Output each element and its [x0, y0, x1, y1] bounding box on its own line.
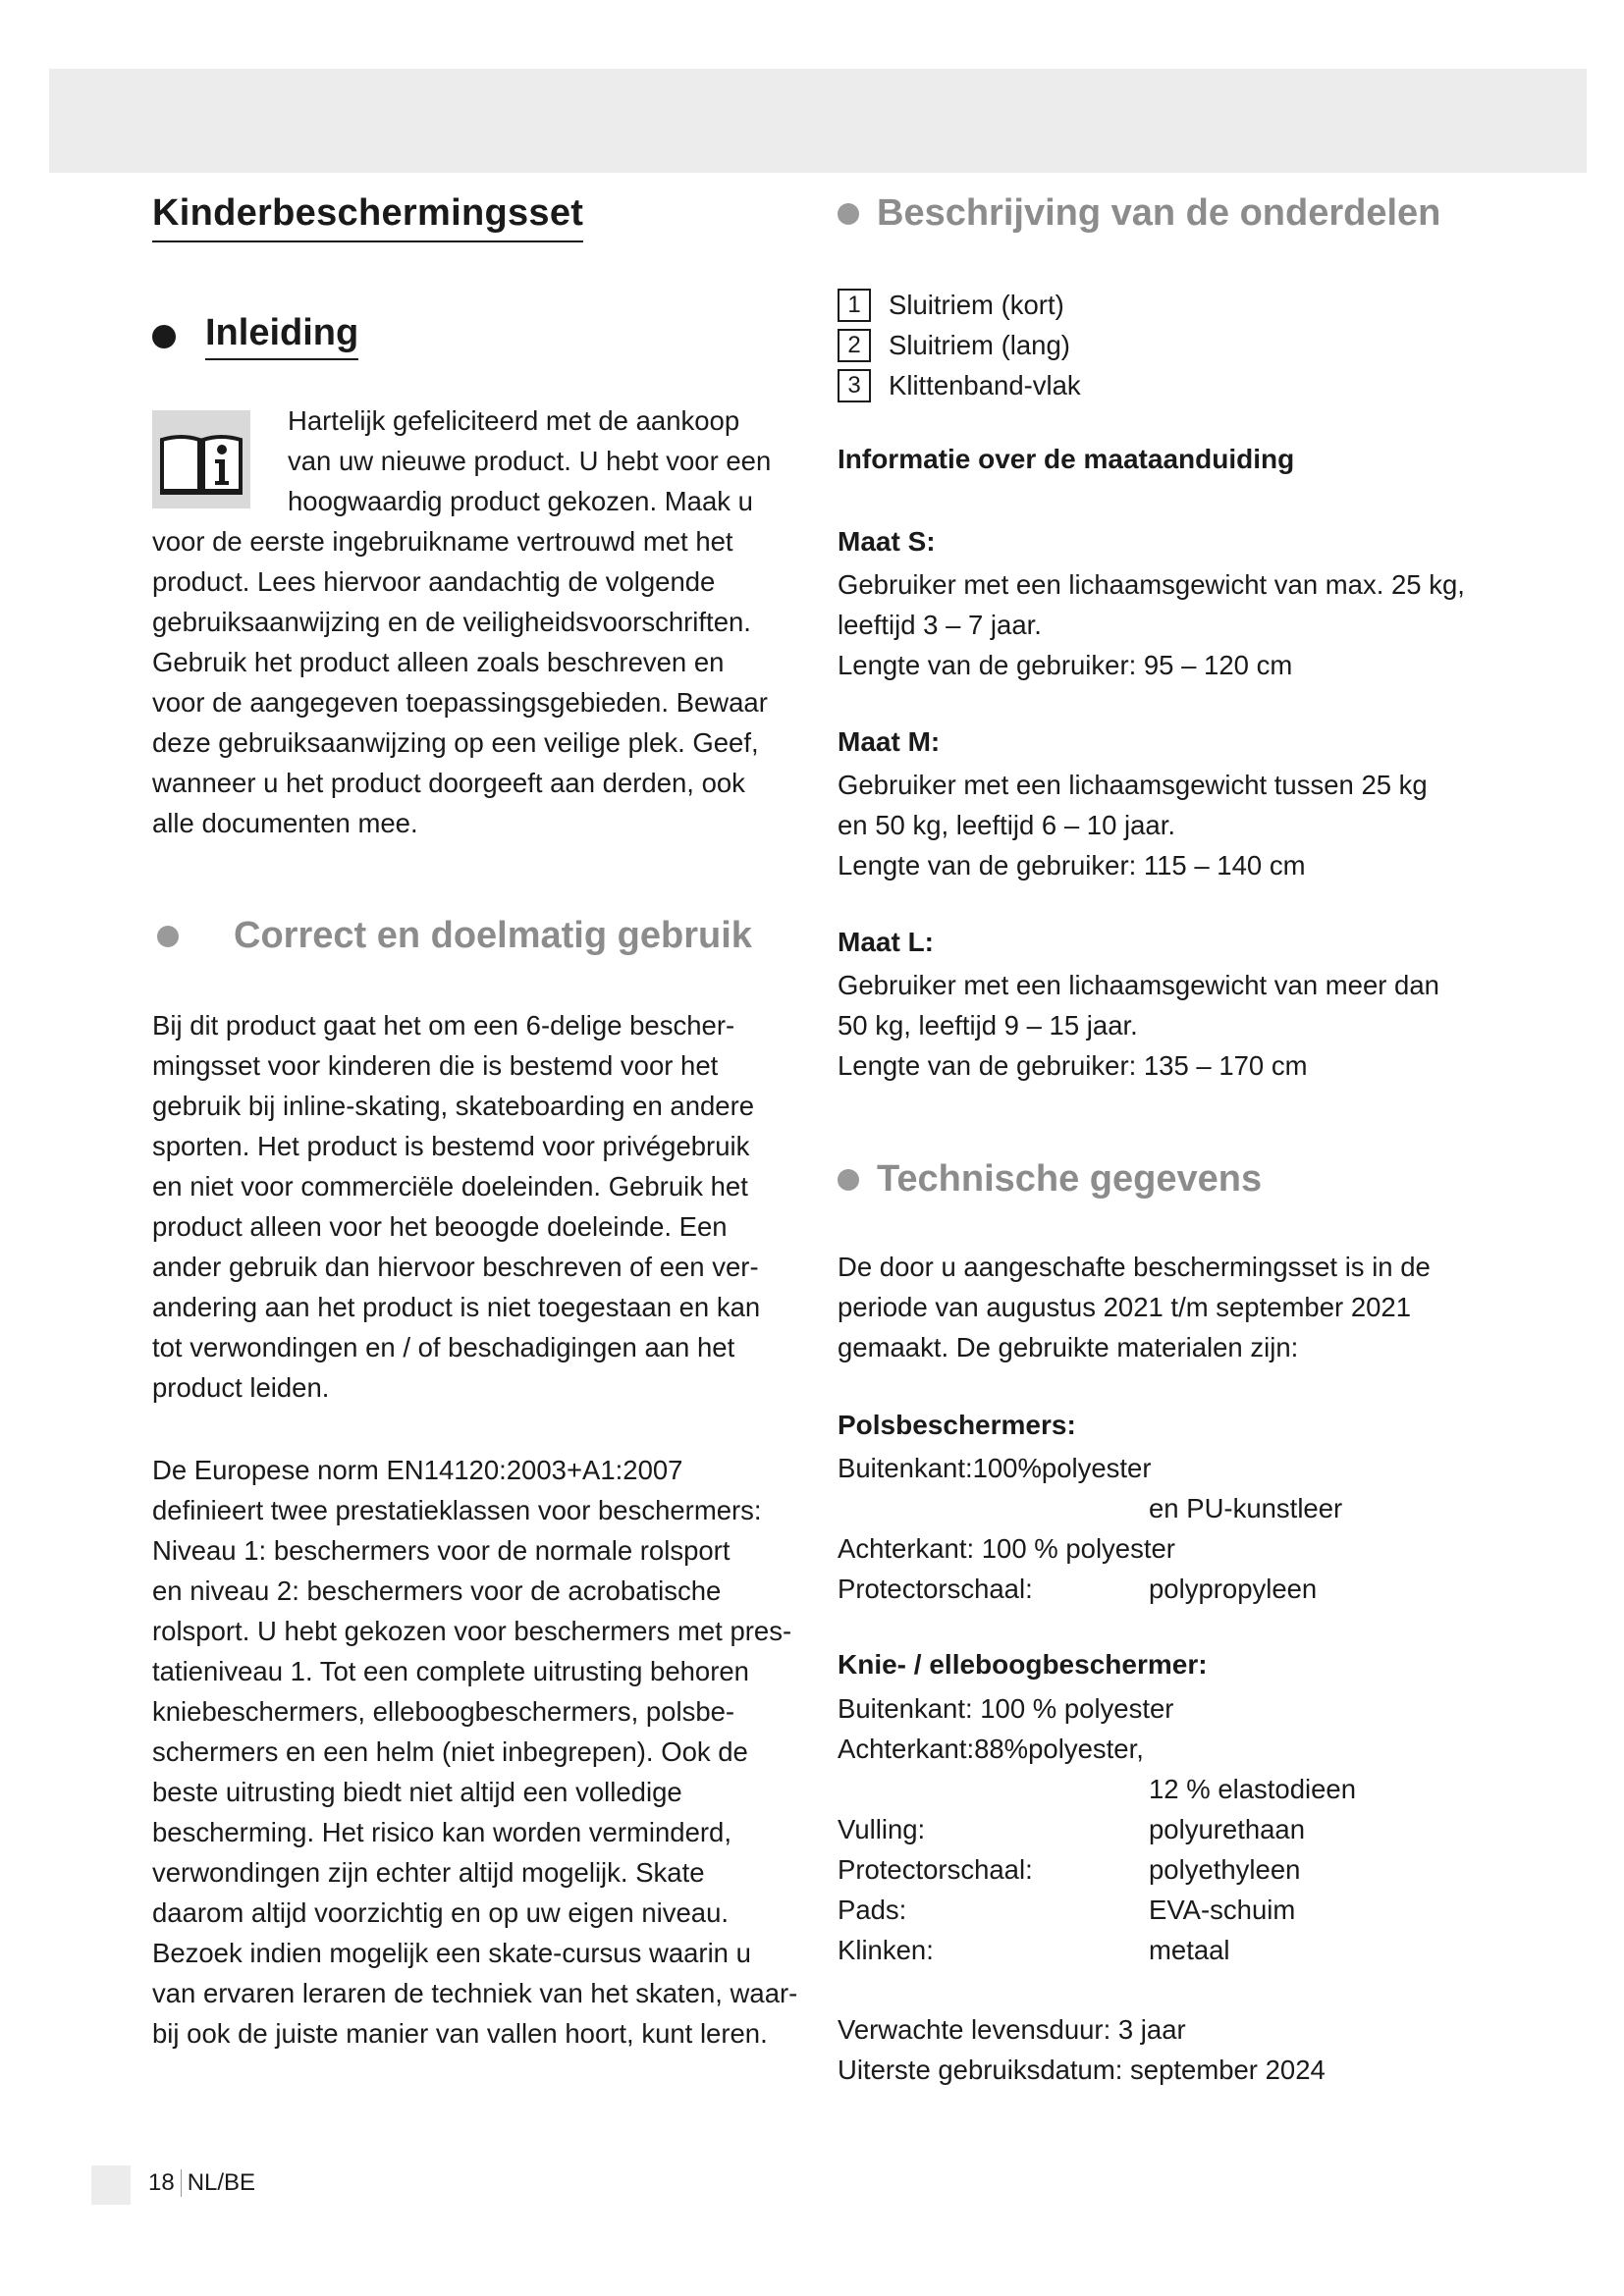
heading-label: Beschrijving van de onderdelen — [877, 192, 1441, 234]
lifespan-block — [838, 2009, 1326, 2090]
norm-line: en niveau 2: beschermers voor de acrobatische — [152, 1575, 722, 1606]
norm-line: verwondingen zijn echter altijd mogelijk. Skate — [152, 1857, 705, 1888]
spec-value: polyurethaan — [1149, 1814, 1306, 1844]
heading-inleiding — [152, 312, 358, 360]
norm-line: daarom altijd voorzichtig en op uw eigen niveau. — [152, 1897, 730, 1928]
part-label: Sluitriem (lang) — [889, 330, 1070, 360]
usage-line: Bij dit product gaat het om een 6-delige bescher- — [152, 1010, 735, 1041]
wrist-spec-table — [838, 1448, 1342, 1609]
usage-paragraph-2 — [152, 1450, 797, 2054]
size-line: 50 kg, leeftijd 9 – 15 jaar. — [838, 1010, 1138, 1041]
norm-line: Bezoek indien mogelijk een skate-cursus waarin u — [152, 1938, 751, 1968]
header-band — [49, 69, 1587, 173]
spec-key — [838, 1488, 1149, 1528]
spec-row — [838, 1729, 1356, 1769]
size-line: en 50 kg, leeftijd 6 – 10 jaar. — [838, 810, 1175, 840]
norm-line: van ervaren leraren de techniek van het skaten, waar- — [152, 1978, 798, 2008]
bullet-icon — [838, 203, 859, 225]
footer-marker — [91, 2165, 131, 2205]
heading-correct-gebruik — [157, 915, 752, 957]
intro-line: alle documenten mee. — [152, 808, 418, 838]
spec-key — [838, 1769, 1149, 1809]
size-line: Lengte van de gebruiker: 95 – 120 cm — [838, 650, 1293, 680]
intro-line: van uw nieuwe product. U hebt voor een — [288, 446, 772, 476]
intro-line: voor de eerste ingebruikname vertrouwd met het — [152, 526, 733, 557]
document-title: Kinderbeschermingsset — [152, 192, 583, 242]
size-line: Gebruiker met een lichaamsgewicht tussen 25 kg — [838, 770, 1428, 800]
size-s-text — [838, 564, 1465, 685]
usage-paragraph-1 — [152, 1005, 760, 1408]
intro-paragraph — [152, 400, 800, 843]
intro-line: Gebruik het product alleen zoals beschreven en — [152, 647, 725, 677]
norm-line: rolsport. U hebt gekozen voor beschermers met pres- — [152, 1616, 792, 1646]
size-l-label: Maat L: — [838, 927, 934, 957]
size-line: Lengte van de gebruiker: 115 – 140 cm — [838, 850, 1306, 881]
spec-value: EVA-schuim — [1149, 1895, 1296, 1925]
spec-value: metaal — [1149, 1935, 1230, 1965]
usage-line: mingsset voor kinderen die is bestemd voor het — [152, 1050, 719, 1081]
usage-line: tot verwondingen en / of beschadigingen aan het — [152, 1332, 735, 1362]
parts-list — [838, 285, 1081, 405]
norm-line: beste uitrusting biedt niet altijd een volledige — [152, 1777, 682, 1807]
spec-row — [838, 1569, 1342, 1609]
tech-intro — [838, 1247, 1431, 1367]
knee-spec-table — [838, 1688, 1356, 1970]
locale-code: NL/BE — [187, 2169, 256, 2196]
tech-line: De door u aangeschafte beschermingsset is in de — [838, 1252, 1431, 1282]
heading-label: Inleiding — [205, 312, 358, 360]
size-line: Gebruiker met een lichaamsgewicht van meer dan — [838, 970, 1439, 1000]
wrist-label: Polsbeschermers: — [838, 1410, 1076, 1440]
norm-line: De Europese norm EN14120:2003+A1:2007 — [152, 1455, 683, 1485]
intro-line: wanneer u het product doorgeeft aan derden, ook — [152, 768, 745, 798]
spec-row — [838, 1448, 1342, 1488]
norm-line: definieert twee prestatieklassen voor beschermers: — [152, 1495, 762, 1525]
part-number: 1 — [838, 289, 871, 322]
spec-row — [838, 1890, 1356, 1930]
bullet-icon — [152, 325, 176, 348]
spec-value: polyethyleen — [1149, 1854, 1301, 1885]
spec-key: Achterkant: 100 % polyester — [838, 1533, 1175, 1564]
spec-key: Protectorschaal: — [838, 1854, 1033, 1885]
usage-line: ander gebruik dan hiervoor beschreven of een ver- — [152, 1252, 759, 1282]
list-item — [838, 365, 1081, 405]
norm-line: bescherming. Het risico kan worden verminderd, — [152, 1817, 731, 1847]
spec-key: Protectorschaal: — [838, 1574, 1033, 1604]
norm-line: bij ook de juiste manier van vallen hoort, kunt leren. — [152, 2018, 768, 2049]
spec-key: Klinken: — [838, 1935, 934, 1965]
spec-row — [838, 1809, 1356, 1849]
norm-line: Niveau 1: beschermers voor de normale rolsport — [152, 1535, 731, 1566]
size-line: leeftijd 3 – 7 jaar. — [838, 610, 1042, 640]
intro-line: product. Lees hiervoor aandachtig de volgende — [152, 566, 716, 597]
usage-line: product leiden. — [152, 1372, 330, 1403]
spec-key: Pads: — [838, 1895, 907, 1925]
usage-line: sporten. Het product is bestemd voor privégebruik — [152, 1131, 750, 1161]
list-item — [838, 325, 1081, 365]
bullet-icon — [157, 926, 179, 947]
size-s-label: Maat S: — [838, 526, 936, 557]
intro-line: voor de aangegeven toepassingsgebieden. Bewaar — [152, 687, 768, 718]
heading-label: Technische gegevens — [877, 1158, 1263, 1200]
spec-key: Buitenkant:100%polyester — [838, 1453, 1152, 1483]
spec-key: Vulling: — [838, 1814, 926, 1844]
spec-key: Buitenkant: 100 % polyester — [838, 1693, 1174, 1724]
spec-row — [838, 1930, 1356, 1970]
list-item — [838, 285, 1081, 325]
spec-value: en PU-kunstleer — [1149, 1493, 1343, 1523]
usage-line: andering aan het product is niet toegestaan en kan — [152, 1292, 761, 1322]
heading-technische-gegevens — [838, 1158, 1262, 1201]
spec-key: Achterkant:88%polyester, — [838, 1734, 1144, 1764]
heading-label: Correct en doelmatig gebruik — [234, 915, 752, 956]
spec-row — [838, 1849, 1356, 1890]
footer-divider — [181, 2169, 182, 2197]
expiry-line: Uiterste gebruiksdatum: september 2024 — [838, 2055, 1326, 2085]
spec-row — [838, 1688, 1356, 1729]
norm-line: kniebeschermers, elleboogbeschermers, polsbe- — [152, 1696, 735, 1727]
knee-label: Knie- / elleboogbeschermer: — [838, 1649, 1208, 1680]
spec-row — [838, 1488, 1342, 1528]
size-line: Gebruiker met een lichaamsgewicht van max. 25 kg, — [838, 569, 1465, 600]
size-l-text — [838, 965, 1439, 1086]
size-m-label: Maat M: — [838, 726, 941, 757]
intro-line: hoogwaardig product gekozen. Maak u — [288, 486, 753, 516]
intro-line: gebruiksaanwijzing en de veiligheidsvoorschriften. — [152, 607, 751, 637]
part-label: Klittenband-vlak — [889, 370, 1081, 400]
bullet-icon — [838, 1169, 859, 1191]
page-number: 18 — [148, 2169, 175, 2196]
heading-onderdelen — [838, 192, 1440, 235]
intro-line: deze gebruiksaanwijzing op een veilige plek. Geef, — [152, 727, 759, 758]
norm-line: tatieniveau 1. Tot een complete uitrusting behoren — [152, 1656, 749, 1686]
page-footer — [148, 2169, 255, 2197]
size-line: Lengte van de gebruiker: 135 – 170 cm — [838, 1050, 1308, 1081]
intro-line: Hartelijk gefeliciteerd met de aankoop — [288, 405, 740, 436]
norm-line: schermers en een helm (niet inbegrepen). Ook de — [152, 1736, 748, 1767]
spec-value: polypropyleen — [1149, 1574, 1318, 1604]
part-label: Sluitriem (kort) — [889, 290, 1064, 320]
tech-line: periode van augustus 2021 t/m september 2021 — [838, 1292, 1411, 1322]
part-number: 3 — [838, 369, 871, 402]
spec-row — [838, 1528, 1342, 1569]
usage-line: en niet voor commerciële doeleinden. Gebruik het — [152, 1171, 748, 1201]
lifespan-line: Verwachte levensduur: 3 jaar — [838, 2014, 1186, 2045]
usage-line: product alleen voor het beoogde doeleinde. Een — [152, 1211, 728, 1242]
usage-line: gebruik bij inline-skating, skateboarding en andere — [152, 1091, 755, 1121]
sizes-heading: Informatie over de maataanduiding — [838, 444, 1295, 474]
size-m-text — [838, 765, 1428, 885]
tech-line: gemaakt. De gebruikte materialen zijn: — [838, 1332, 1299, 1362]
spec-value: 12 % elastodieen — [1149, 1774, 1356, 1804]
part-number: 2 — [838, 329, 871, 362]
spec-row — [838, 1769, 1356, 1809]
